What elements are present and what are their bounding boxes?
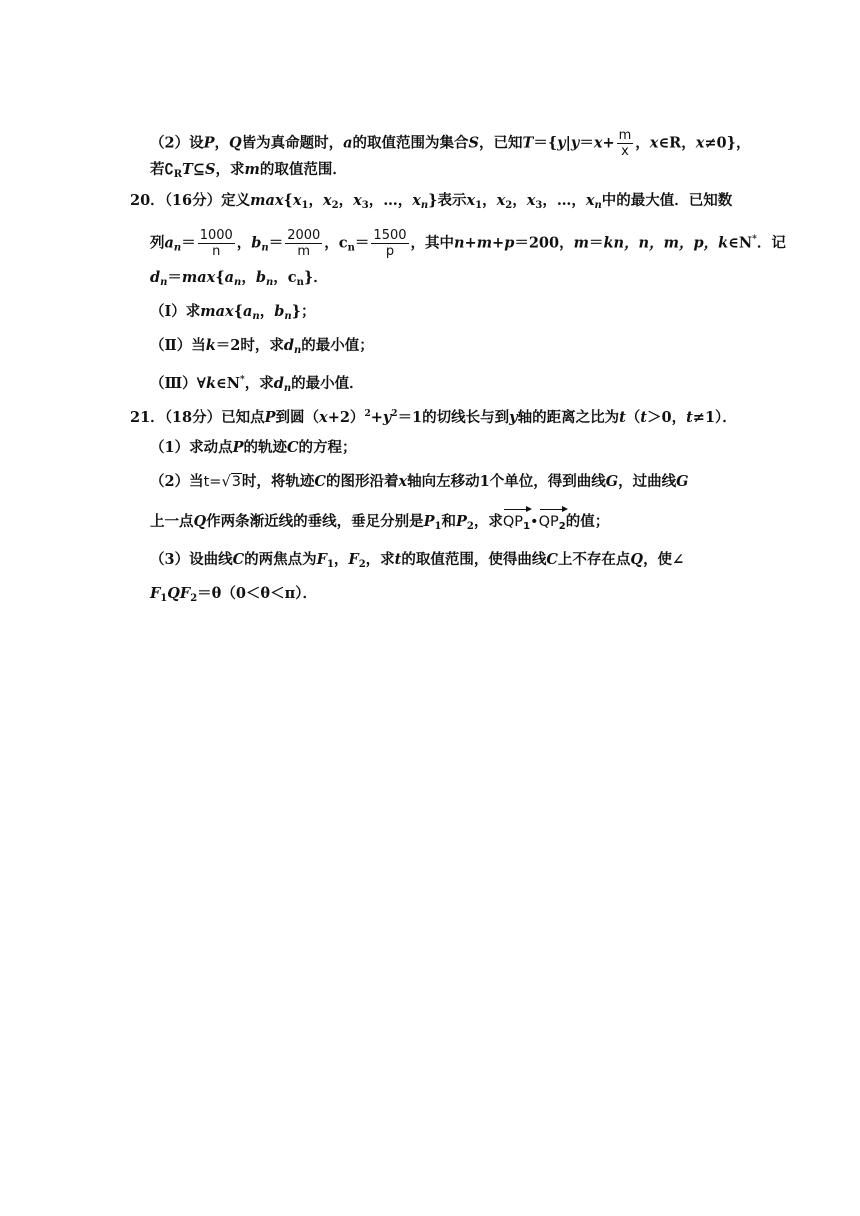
question-number: 21． — [130, 409, 165, 426]
question-number: 20． — [130, 192, 165, 209]
q20-line1: 20．（16分）定义$\max\{x_1$，$x_2$，$x_3$，…，$x_n$}表示$x_1$，$x_2$，$x_3$，…，$x_n$中的最大值．已知数 — [130, 192, 733, 211]
vector-qp2: $QP_2$ — [539, 508, 566, 537]
fraction-m-over-x: $\frac{m}{x}$ — [618, 128, 632, 159]
q20-line3: $d_n=\max\{a_n$，$b_n$，$c_n$}． — [150, 269, 328, 288]
q19-part2-line1: （2）设P，Q皆为真命题时，a的取值范围为集合S，已知T＝{y|y＝x+ $\frac{m}{x}$ ，x∈R，x≠0}， — [150, 128, 751, 159]
sqrt-3: √3 — [221, 474, 241, 490]
q20-part2: （Ⅱ）当k＝2时，求$d_n$的最小值； — [150, 337, 374, 356]
q21-part3-line1: （3）设曲线C的两焦点为$F_1$，$F_2$，求t的取值范围，使得曲线C上不存在点Q，使∠ — [150, 551, 685, 570]
fraction-b-n: $\frac{2000}{m}$ — [287, 228, 321, 259]
q21-line1: 21．（18分）已知点P到圆$(x+2)^2+y^2=1$的切线长与到y轴的距离之比为t（t＞0，t≠1）． — [130, 409, 737, 426]
q20-part1: （Ⅰ）求$\max\{a_n$，$b_n$}； — [150, 303, 316, 322]
fraction-c-n: $\frac{1500}{p}$ — [373, 228, 407, 259]
q21-part3-line2: $F_1QF_2=\theta(0<\theta<\pi)$． — [150, 585, 317, 604]
q19-part2-line2: 若$∁_RT⊆S$，求m的取值范围． — [150, 161, 347, 180]
fraction-a-n: $\frac{1000}{n}$ — [199, 228, 233, 259]
q21-part2-line2: 上一点Q作两条渐近线的垂线，垂足分别是$P_1$和$P_2$，求 $QP_1•$ $QP_2$的值； — [150, 508, 609, 537]
q20-part3: （Ⅲ）∀k∈N*，求$d_n$的最小值． — [150, 375, 364, 394]
q21-part1: （1）求动点P的轨迹C的方程； — [150, 439, 357, 456]
vector-qp1: $QP_1$ — [503, 508, 530, 537]
q21-part2-line1: （2）当t=√3时，将轨迹C的图形沿着x轴向左移动1个单位，得到曲线G，过曲线G — [150, 473, 689, 490]
q20-line2: 列$a_n=$ $\frac{1000}{n}$ ，$b_n=$ $\frac{2000}{m}$ ，$c_n=$ $\frac{1500}{p}$ ，其中n+m+p＝200，m＝kn，n，m，p，k∈N*．记 — [150, 228, 786, 259]
